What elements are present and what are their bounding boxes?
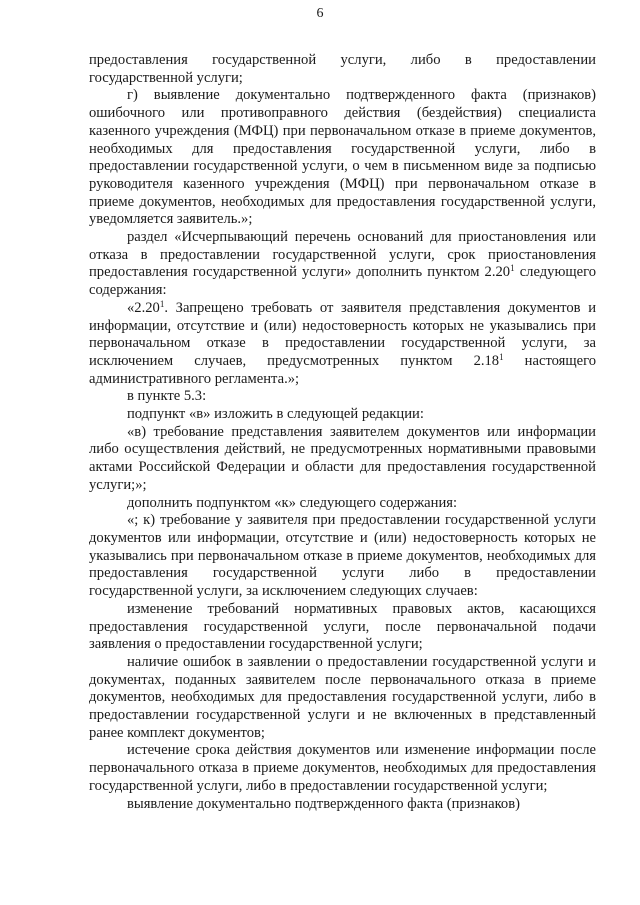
paragraph-3: раздел «Исчерпывающий перечень оснований для приостановления или отказа в предоставлении государственной услуги, срок приостановления предоставления государственной услуги» дополнить пунктом 2.20$^1$ следующего содержания:: [89, 229, 596, 299]
paragraph-10: изменение требований нормативных правовых актов, касающихся предоставления государственной услуги, после первоначальной подачи заявления о предоставлении государственной услуги;: [89, 600, 596, 653]
superscript: 1: [499, 351, 504, 362]
superscript: 1: [510, 263, 515, 274]
paragraph-8: дополнить подпунктом «к» следующего содержания:: [127, 494, 458, 511]
paragraph-2: г) выявление документально подтвержденного факта (признаков) ошибочного или противоправного действия (бездействия) специалиста казенного учреждения (МФЦ) при первоначальном отказе в приеме документов, необходимых для предоставления государственной услуги, либо в предоставлении государственной услуги, о чем в письменном виде за подписью руководителя казенного учреждения (МФЦ) при первоначальном отказе в приеме документов, необходимых для предоставления государственной услуги, уведомляется заявитель.»;: [89, 87, 596, 228]
paragraph-13: выявление документально подтвержденного факта (признаков): [127, 795, 520, 812]
paragraph-1: предоставления государственной услуги, либо в предоставлении государственной услуги;: [89, 52, 596, 86]
page-number: 6: [316, 6, 324, 21]
paragraph-5: в пункте 5.3:: [127, 388, 207, 405]
paragraph-12: истечение срока действия документов или изменение информации после первоначального отказа в приеме документов, необходимых для предоставления государственной услуги, либо в предоставлении государственной услуги;: [89, 742, 596, 794]
paragraph-6: подпункт «в» изложить в следующей редакции:: [127, 406, 424, 423]
paragraph-9: «; к) требование у заявителя при предоставлении государственной услуги документов или информации, отсутствие и (или) недостоверность которых не указывались при первоначальном отказе в приеме документов, необходимых для предоставления государственной услуги либо в предоставлении государственной услуги, за исключением следующих случаев:: [89, 512, 596, 600]
body-text: [89, 52, 596, 813]
superscript: 1: [159, 298, 165, 309]
paragraph-7: «в) требование представления заявителем документов или информации либо осуществления действий, не предусмотренных нормативными правовыми актами Российской Федерации и области для предоставления государственной услуги;»;: [89, 423, 596, 493]
paragraph-11: наличие ошибок в заявлении о предоставлении государственной услуги и документах, поданных заявителем после первоначального отказа в приеме документов, необходимых для предоставления государственной услуги, либо в предоставлении государственной услуги и не включенных в представленный ранее комплект документов;: [89, 653, 596, 741]
paragraph-4: «2.20$^1$. Запрещено требовать от заявителя представления документов и информации, отсутствие и (или) недостоверность которых не указывались при первоначальном отказе в предоставлении государственной услуги, за исключением случаев, предусмотренных пунктом 2.18$^1$ настоящего административного регламента.»;: [89, 298, 596, 387]
